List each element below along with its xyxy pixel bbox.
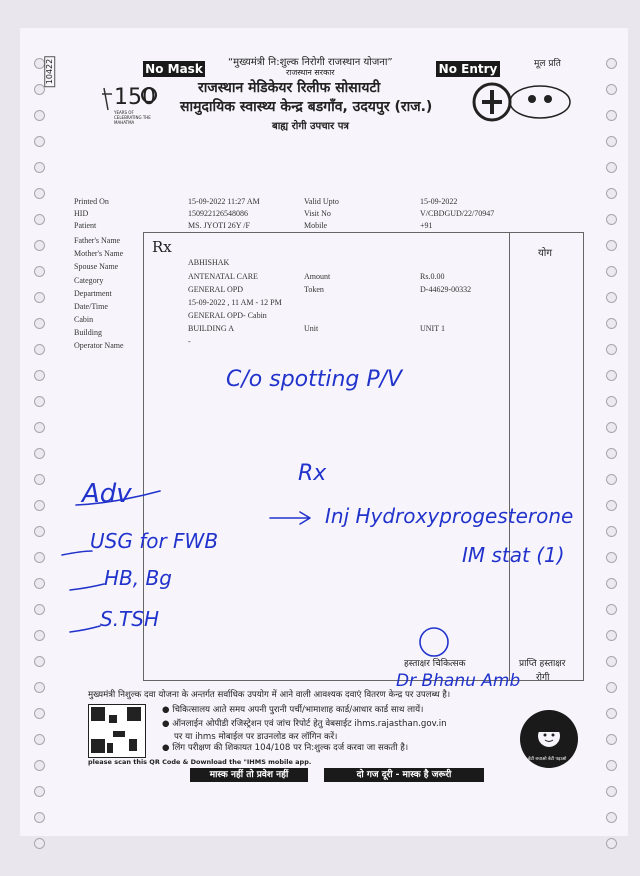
no-entry-banner: No Entry	[436, 61, 500, 77]
field-value: GENERAL OPD- Cabin	[188, 311, 267, 320]
dash-2	[70, 584, 104, 590]
info-label: Patient	[74, 221, 97, 230]
mask-banner-left: मास्क नहीं तो प्रवेश नहीं	[190, 768, 308, 782]
info-value: +91	[420, 221, 433, 230]
rx-handwriting: Rx	[298, 461, 327, 486]
qr-caption: please scan this QR Code & Download the "IHMS mobile app.	[88, 758, 312, 766]
yog-label: योग	[538, 248, 553, 259]
dash-1	[62, 551, 92, 555]
copy-label: मूल प्रति	[534, 59, 561, 69]
govt-label: राजस्थान सरकार	[286, 68, 335, 77]
footer-bullet-2b: पर या ihms मोबाईल पर डाउनलोड कर लॉगिन करें।	[174, 732, 338, 742]
info-label: Valid Upto	[304, 197, 339, 206]
footer-bullet-1: ● चिकित्सालय आते समय अपनी पुरानी पर्ची/भामाशाह कार्ड/आधार कार्ड साथ लायें।	[162, 705, 424, 715]
field-value: GENERAL OPD	[188, 285, 244, 294]
org-name: राजस्थान मेडिकेयर रिलीफ सोसायटी	[198, 80, 381, 96]
field-value: ABHISHAK	[188, 258, 230, 267]
doctor-sign-label: हस्ताक्षर चिकित्सक	[404, 659, 466, 669]
info-label: Printed On	[74, 197, 109, 206]
field-value: -	[188, 337, 191, 346]
field-label: Spouse Name	[74, 262, 119, 271]
usg-handwriting: USG for FWB	[90, 529, 219, 553]
rx-symbol: Rx	[152, 238, 172, 256]
doctor-signature: Dr Bhanu Amb	[396, 671, 521, 691]
arrow-handwriting	[270, 512, 310, 524]
bullet-3-text: लिंग परीक्षण की शिकायत 104/108 पर नि:शुल्क दर्ज करवा जा सकती है।	[172, 743, 409, 753]
hb-handwriting: HB, Bg	[104, 566, 172, 590]
bullet-1-text: चिकित्सालय आते समय अपनी पुरानी पर्ची/भामाशाह कार्ड/आधार कार्ड साथ लायें।	[172, 705, 424, 715]
injection-handwriting: Inj Hydroxyprogesterone	[325, 504, 574, 528]
complaint-handwriting: C/o spotting P/V	[226, 367, 403, 392]
advice-handwriting: Adv	[82, 479, 132, 509]
field-label: Department	[74, 289, 112, 298]
field-label: Amount	[304, 272, 331, 281]
field-label: Category	[74, 276, 104, 285]
field-label: Cabin	[74, 315, 94, 324]
mask-banner-right: दो गज दूरी - मास्क है जरूरी	[324, 768, 484, 782]
field-value: UNIT 1	[420, 324, 445, 333]
qr-code	[88, 704, 146, 758]
field-label: Date/Time	[74, 302, 108, 311]
field-label: Unit	[304, 324, 319, 333]
logo-number: 150	[114, 85, 156, 110]
badge-text: बेटी बचाओ बेटी पढ़ाओ	[528, 757, 567, 762]
field-label: Token	[304, 285, 324, 294]
field-value: 15-09-2022 , 11 AM - 12 PM	[188, 298, 282, 307]
side-number: 10422	[44, 56, 55, 87]
bullet-2-text: ऑनलाईन ओपीडी रजिस्ट्रेशन एवं जांच रिपोर्ट हेतु वेबसाईट ihms.rajasthan.gov.in	[172, 719, 447, 729]
field-value: ANTENATAL CARE	[188, 272, 258, 281]
field-value: BUILDING A	[188, 324, 234, 333]
field-value: D-44629-00332	[420, 285, 472, 294]
logo-caption: YEARS OF CELEBRATING THE MAHATMA	[114, 110, 151, 125]
beti-bachao-badge	[520, 710, 578, 768]
center-name: सामुदायिक स्वास्थ्य केन्द्र बडगाँव, उदयपुर (राज.)	[180, 99, 433, 115]
info-label: HID	[74, 209, 89, 218]
info-label: Visit No	[304, 209, 331, 218]
footer-bullet-3: ● लिंग परीक्षण की शिकायत 104/108 पर नि:शुल्क दर्ज करवा जा सकती है।	[162, 743, 409, 753]
footer-line1: मुख्यमंत्री निशुल्क दवा योजना के अन्तर्गत सर्वाधिक उपयोग में आने वाली आवश्यक दवाएं वितरण केन्द्र पर उपलब्ध है।	[88, 690, 451, 700]
field-label: Father's Name	[74, 236, 121, 245]
form-title: बाह्य रोगी उपचार पत्र	[272, 121, 349, 132]
no-mask-banner: No Mask	[143, 61, 205, 77]
info-value: 15-09-2022	[420, 197, 458, 206]
footer-bullet-2: ● ऑनलाईन ओपीडी रजिस्ट्रेशन एवं जांच रिपोर्ट हेतु वेबसाईट ihms.rajasthan.gov.in	[162, 719, 447, 729]
info-value: 150922126548086	[188, 209, 248, 218]
field-label: Operator Name	[74, 341, 124, 350]
field-label: Building	[74, 328, 103, 337]
dash-3	[70, 626, 100, 632]
info-value: 15-09-2022 11:27 AM	[188, 197, 260, 206]
info-value: MS. JYOTI 26Y /F	[188, 221, 250, 230]
patient-label: रोगी	[536, 673, 550, 683]
recipient-sign-label: प्राप्ति हस्ताक्षर	[519, 659, 566, 669]
im-stat-handwriting: IM stat (1)	[462, 543, 565, 567]
field-value: Rs.0.00	[420, 272, 445, 281]
info-label: Mobile	[304, 221, 328, 230]
info-value: V/CBDGUD/22/70947	[420, 209, 495, 218]
signature-loop	[420, 628, 448, 656]
tsh-handwriting: S.TSH	[100, 607, 160, 631]
field-label: Mother's Name	[74, 249, 124, 258]
scheme-title: “मुख्यमंत्री नि:शुल्क निरोगी राजस्थान योजना”	[228, 57, 393, 68]
